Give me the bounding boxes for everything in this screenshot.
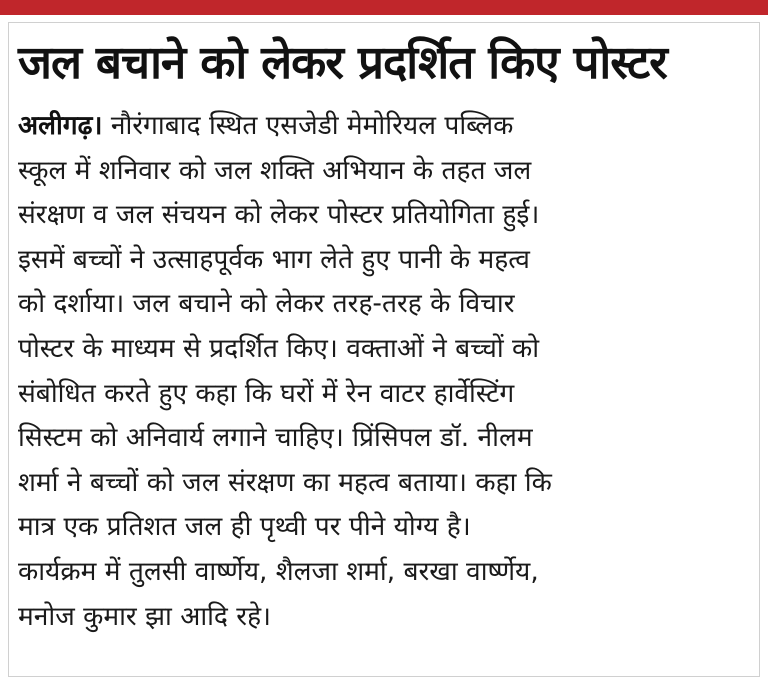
body-line-6: पोस्टर के माध्यम से प्रदर्शित किए। वक्ताओं ने बच्चों को [18, 333, 540, 364]
body-line-10: मात्र एक प्रतिशत जल ही पृथ्वी पर पीने योग्य है। [18, 512, 471, 543]
body-line-5: को दर्शाया। जल बचाने को लेकर तरह-तरह के विचार [18, 289, 515, 320]
headline: जल बचाने को लेकर प्रदर्शित किए पोस्टर [18, 36, 667, 89]
top-red-rule [0, 0, 768, 15]
dateline: अलीगढ़। [18, 111, 103, 141]
body-line-9: शर्मा ने बच्चों को जल संरक्षण का महत्व बताया। कहा कि [18, 467, 552, 498]
body-line-11: कार्यक्रम में तुलसी वार्ष्णेय, शैलजा शर्मा, बरखा वार्ष्णेय, [18, 556, 539, 587]
body-line-8: सिस्टम को अनिवार्य लगाने चाहिए। प्रिंसिपल डॉ. नीलम [18, 423, 533, 454]
body-line-3: संरक्षण व जल संचयन को लेकर पोस्टर प्रतियोगिता हुई। [18, 200, 540, 231]
article-body [18, 104, 758, 639]
body-line-4: इसमें बच्चों ने उत्साहपूर्वक भाग लेते हुए पानी के महत्व [18, 244, 530, 275]
body-line-12: मनोज कुमार झा आदि रहे। [18, 601, 272, 632]
body-line-2: स्कूल में शनिवार को जल शक्ति अभियान के तहत जल [18, 155, 532, 186]
body-line-1-text: नौरंगाबाद स्थित एसजेडी मेमोरियल पब्लिक [102, 111, 514, 141]
body-line-1 [18, 104, 758, 149]
body-line-7: संबोधित करते हुए कहा कि घरों में रेन वाटर हार्वेस्टिंग [18, 378, 515, 409]
